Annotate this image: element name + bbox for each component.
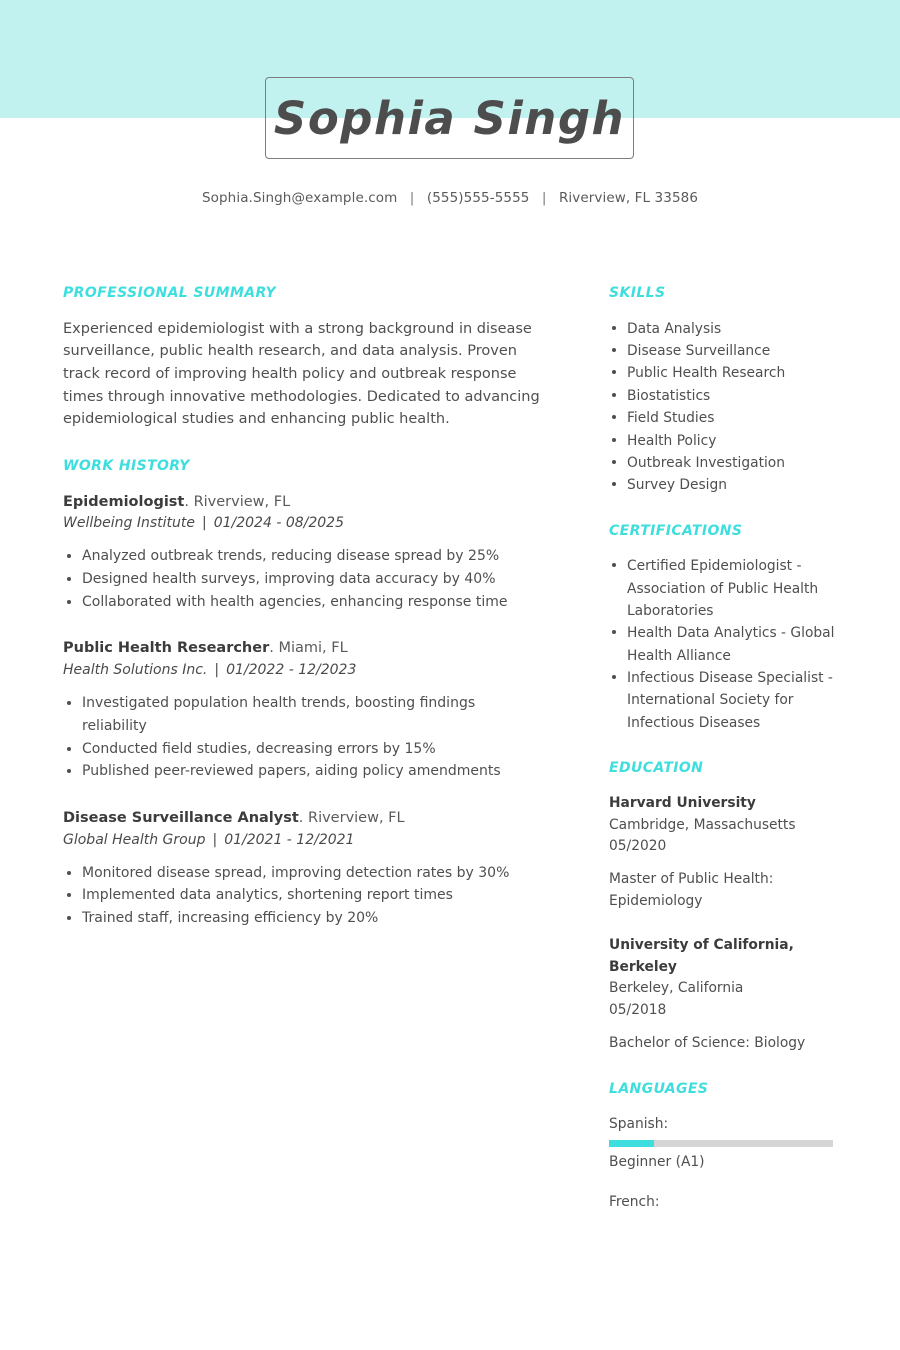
job-company: Global Health Group bbox=[63, 831, 206, 848]
job-dates: 01/2022 - 12/2023 bbox=[226, 662, 357, 679]
right-column bbox=[609, 285, 841, 1213]
section-languages bbox=[609, 1081, 841, 1213]
skill-item: Biostatistics bbox=[609, 385, 841, 407]
certifications-list bbox=[609, 555, 841, 734]
job-company: Wellbeing Institute bbox=[63, 515, 195, 532]
job-dates: 01/2021 - 12/2021 bbox=[224, 831, 355, 848]
certification-item: Health Data Analytics - Global Health Alliance bbox=[609, 622, 841, 667]
job-bullet: Designed health surveys, improving data accuracy by 40% bbox=[63, 568, 541, 591]
name-box bbox=[265, 77, 634, 159]
work-history-entry bbox=[63, 492, 541, 614]
skill-item: Field Studies bbox=[609, 407, 841, 429]
skill-item: Data Analysis bbox=[609, 318, 841, 340]
education-degree: Bachelor of Science: Biology bbox=[609, 1035, 806, 1052]
job-title: Disease Surveillance Analyst bbox=[63, 809, 299, 826]
job-bullet: Published peer-reviewed papers, aiding policy amendments bbox=[63, 760, 541, 783]
job-bullet-list bbox=[63, 862, 541, 930]
section-title-skills: SKILLS bbox=[609, 285, 666, 301]
section-title-certifications: CERTIFICATIONS bbox=[609, 522, 743, 539]
job-separator: | bbox=[212, 831, 218, 848]
skills-list bbox=[609, 318, 841, 497]
job-heading bbox=[63, 808, 541, 830]
education-entry bbox=[609, 935, 841, 1055]
skill-item: Public Health Research bbox=[609, 362, 841, 384]
language-proficiency-bar bbox=[609, 1140, 833, 1147]
language-level: Beginner (A1) bbox=[609, 1154, 705, 1171]
certification-item: Certified Epidemiologist - Association of Public Health Laboratories bbox=[609, 555, 841, 622]
left-column bbox=[63, 285, 541, 930]
job-heading bbox=[63, 638, 541, 660]
job-bullet: Analyzed outbreak trends, reducing disease spread by 25% bbox=[63, 545, 541, 568]
language-name: Spanish: bbox=[609, 1115, 669, 1132]
professional-summary-text: Experienced epidemiologist with a strong background in disease surveillance, public health research, and data analysis. Proven track record of improving health policy and outbreak response times through innovative methodologies. Dedicated to advancing epidemiological studies and enhancing public health. bbox=[63, 320, 540, 428]
job-bullet: Trained staff, increasing efficiency by 20% bbox=[63, 907, 541, 930]
job-separator: | bbox=[214, 662, 220, 679]
job-company: Health Solutions Inc. bbox=[63, 662, 208, 679]
job-heading bbox=[63, 492, 541, 514]
education-entry bbox=[609, 793, 841, 913]
job-bullet: Investigated population health trends, boosting findings reliability bbox=[63, 692, 541, 737]
job-bullet-list bbox=[63, 545, 541, 613]
language-proficiency-fill bbox=[609, 1140, 654, 1147]
education-date: 05/2018 bbox=[609, 1002, 667, 1019]
section-education bbox=[609, 760, 841, 1055]
job-title: Epidemiologist bbox=[63, 493, 185, 510]
section-work-history bbox=[63, 458, 541, 930]
section-certifications bbox=[609, 523, 841, 735]
job-bullet: Monitored disease spread, improving detection rates by 30% bbox=[63, 862, 541, 885]
contact-email[interactable]: Sophia.Singh@example.com bbox=[201, 190, 398, 206]
contact-separator-2: | bbox=[541, 190, 547, 206]
section-professional-summary bbox=[63, 285, 541, 431]
job-separator: | bbox=[201, 515, 207, 532]
section-title-work-history: WORK HISTORY bbox=[63, 457, 190, 474]
job-title-suffix: . bbox=[298, 809, 304, 826]
job-dates: 01/2024 - 08/2025 bbox=[213, 515, 344, 532]
skill-item: Outbreak Investigation bbox=[609, 452, 841, 474]
education-place: Cambridge, Massachusetts bbox=[609, 816, 796, 833]
education-school: Harvard University bbox=[609, 794, 756, 811]
job-location: Riverview, FL bbox=[193, 493, 291, 510]
section-title-education: EDUCATION bbox=[609, 760, 704, 777]
job-bullet: Implemented data analytics, shortening report times bbox=[63, 884, 541, 907]
job-title-suffix: . bbox=[184, 493, 189, 510]
job-company-line bbox=[63, 830, 541, 851]
skill-item: Survey Design bbox=[609, 474, 841, 496]
contact-line bbox=[0, 190, 900, 206]
section-title-languages: LANGUAGES bbox=[609, 1080, 709, 1097]
education-degree: Master of Public Health: Epidemiology bbox=[609, 871, 774, 910]
contact-phone[interactable]: (555)555-5555 bbox=[426, 190, 530, 206]
section-skills bbox=[609, 285, 841, 497]
job-location: Miami, FL bbox=[278, 640, 348, 657]
contact-separator-1: | bbox=[409, 190, 415, 206]
job-title: Public Health Researcher bbox=[63, 640, 270, 657]
job-location: Riverview, FL bbox=[308, 809, 405, 826]
education-date: 05/2020 bbox=[609, 838, 667, 855]
work-history-entry bbox=[63, 808, 541, 930]
language-entry bbox=[609, 1114, 841, 1173]
job-company-line bbox=[63, 513, 541, 534]
job-bullet: Conducted field studies, decreasing errors by 15% bbox=[63, 738, 541, 761]
language-name: French: bbox=[609, 1194, 660, 1211]
education-school: University of California, Berkeley bbox=[609, 936, 794, 975]
job-title-suffix: . bbox=[269, 640, 274, 657]
certification-item: Infectious Disease Specialist - International Society for Infectious Diseases bbox=[609, 667, 841, 734]
job-bullet: Collaborated with health agencies, enhancing response time bbox=[63, 591, 541, 614]
page-title: Sophia Singh bbox=[273, 91, 626, 145]
skill-item: Disease Surveillance bbox=[609, 340, 841, 362]
job-company-line bbox=[63, 660, 541, 681]
contact-location: Riverview, FL 33586 bbox=[558, 190, 699, 206]
language-entry bbox=[609, 1192, 841, 1213]
section-title-professional-summary: PROFESSIONAL SUMMARY bbox=[63, 285, 276, 301]
education-place: Berkeley, California bbox=[609, 980, 744, 997]
job-bullet-list bbox=[63, 692, 541, 783]
skill-item: Health Policy bbox=[609, 430, 841, 452]
work-history-entry bbox=[63, 638, 541, 782]
